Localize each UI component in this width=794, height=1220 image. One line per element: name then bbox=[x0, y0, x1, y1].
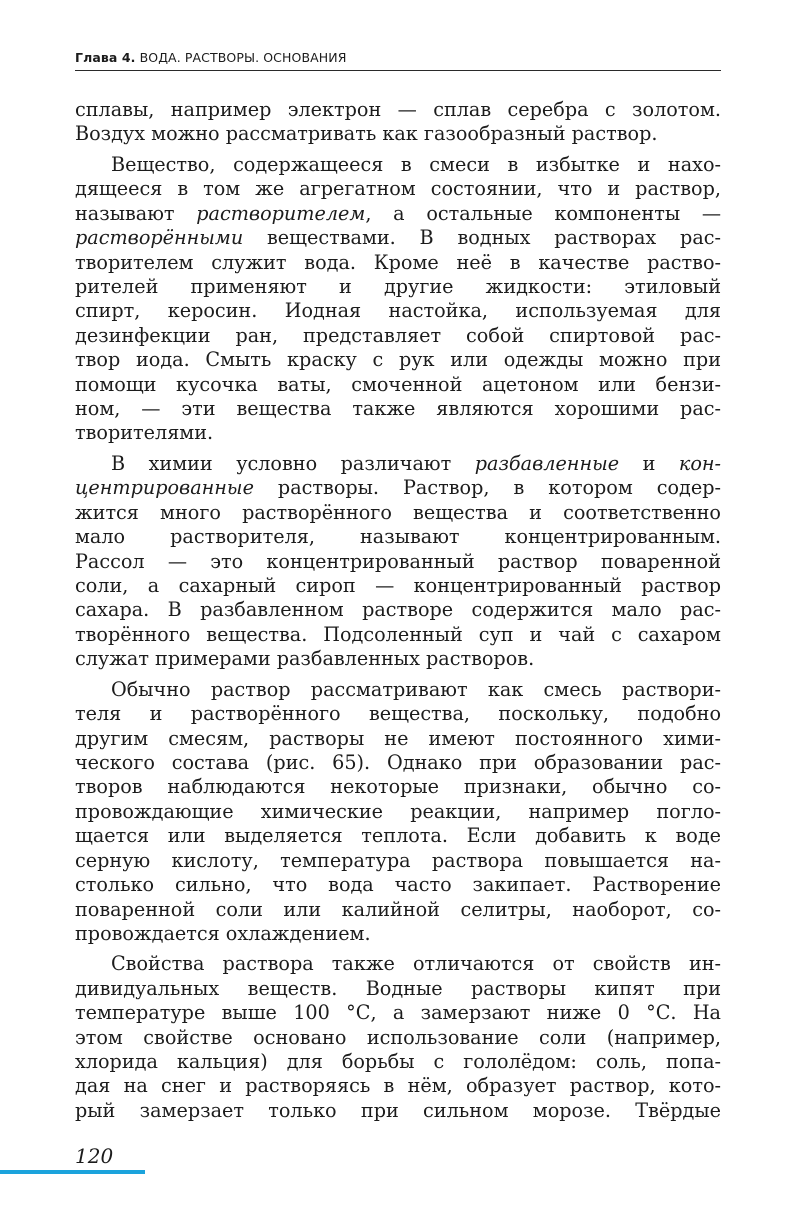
text-run: творов наблюдаются некоторые признаки, обычно со- bbox=[75, 775, 721, 799]
text-line bbox=[75, 525, 721, 549]
text-line bbox=[75, 550, 721, 574]
text-run: дезинфекции ран, представляет собой спиртовой рас- bbox=[75, 323, 721, 347]
text-line bbox=[75, 373, 721, 397]
text-run: растворы. Раствор, в котором содер- bbox=[253, 476, 721, 500]
paragraph bbox=[75, 98, 721, 147]
text-line bbox=[75, 476, 721, 500]
text-line bbox=[75, 849, 721, 873]
text-line bbox=[75, 153, 721, 177]
text-run: рый замерзает только при сильном морозе. Твёрдые bbox=[75, 1098, 721, 1122]
text-line bbox=[75, 251, 721, 275]
text-line bbox=[75, 122, 721, 146]
text-run: мало растворителя, называют концентрированным. bbox=[75, 525, 721, 549]
italic-term: кон- bbox=[678, 451, 721, 475]
chapter-label: Глава 4. bbox=[75, 50, 136, 65]
text-line bbox=[75, 623, 721, 647]
text-line bbox=[75, 226, 721, 250]
italic-term: растворителем bbox=[196, 201, 366, 225]
text-run: помощи кусочка ваты, смоченной ацетоном или бензи- bbox=[75, 372, 721, 396]
text-line bbox=[75, 397, 721, 421]
text-run: ческого состава (рис. 65). Однако при образовании рас- bbox=[75, 750, 721, 774]
body-text bbox=[75, 98, 721, 1123]
text-line bbox=[75, 824, 721, 848]
text-run: сахара. В разбавленном растворе содержится мало рас- bbox=[75, 598, 721, 622]
text-line bbox=[75, 1001, 721, 1025]
text-line bbox=[75, 275, 721, 299]
paragraph bbox=[75, 678, 721, 947]
text-run: сплавы, например электрон — сплав серебра с золотом. bbox=[75, 98, 721, 121]
text-line bbox=[75, 177, 721, 201]
text-run: серную кислоту, температура раствора повышается на- bbox=[75, 848, 721, 872]
text-run: творителями. bbox=[75, 421, 214, 445]
text-run: Свойства раствора также отличаются от свойств ин- bbox=[111, 952, 721, 976]
text-run: хлорида кальция) для борьбы с гололёдом: соль, попа- bbox=[75, 1050, 721, 1074]
text-run: другим смесям, растворы не имеют постоянного хими- bbox=[75, 726, 721, 750]
text-line bbox=[75, 952, 721, 976]
paragraph bbox=[75, 153, 721, 446]
text-line bbox=[75, 751, 721, 775]
text-run: веществами. В водных растворах рас- bbox=[243, 226, 721, 250]
header-rule bbox=[75, 70, 721, 71]
text-line bbox=[75, 977, 721, 1001]
text-run: Воздух можно рассматривать как газообразный раствор. bbox=[75, 122, 658, 146]
text-run: Вещество, содержащееся в смеси в избытке и нахо- bbox=[111, 152, 721, 176]
text-run: этом свойстве основано использование соли (например, bbox=[75, 1025, 721, 1049]
text-line bbox=[75, 1026, 721, 1050]
text-line bbox=[75, 501, 721, 525]
text-line bbox=[75, 1050, 721, 1074]
text-run: Обычно раствор рассматривают как смесь раствори- bbox=[111, 677, 721, 701]
text-line bbox=[75, 775, 721, 799]
text-line bbox=[75, 922, 721, 946]
text-run: Рассол — это концентрированный раствор поваренной bbox=[75, 549, 721, 573]
text-line bbox=[75, 898, 721, 922]
text-run: называют bbox=[75, 201, 197, 225]
text-run: поваренной соли или калийной селитры, наоборот, со- bbox=[75, 897, 721, 921]
page-number-accent-bar bbox=[0, 1170, 145, 1174]
text-line bbox=[75, 800, 721, 824]
text-run: служат примерами разбавленных растворов. bbox=[75, 647, 535, 671]
text-line bbox=[75, 324, 721, 348]
text-run: щается или выделяется теплота. Если добавить к воде bbox=[75, 824, 721, 848]
text-run: ном, — эти вещества также являются хорошими рас- bbox=[75, 397, 721, 421]
text-run: дая на снег и растворяясь в нём, образует раствор, кото- bbox=[75, 1074, 721, 1098]
running-head bbox=[75, 50, 347, 65]
text-run: , а остальные компоненты — bbox=[365, 201, 722, 225]
text-run: и bbox=[619, 451, 679, 475]
text-run: рителей применяют и другие жидкости: этиловый bbox=[75, 274, 721, 298]
italic-term: центрированные bbox=[75, 476, 254, 500]
text-line bbox=[75, 299, 721, 323]
text-run: спирт, керосин. Иодная настойка, используемая для bbox=[75, 299, 721, 323]
text-run: дивидуальных веществ. Водные растворы кипят при bbox=[75, 976, 721, 1000]
italic-term: растворёнными bbox=[75, 226, 244, 250]
text-line bbox=[75, 421, 721, 445]
text-run: твор иода. Смыть краску с рук или одежды можно при bbox=[75, 348, 721, 372]
text-run: соли, а сахарный сироп — концентрированный раствор bbox=[75, 574, 721, 598]
text-run: столько сильно, что вода часто закипает. Растворение bbox=[75, 873, 721, 897]
text-line bbox=[75, 727, 721, 751]
text-line bbox=[75, 702, 721, 726]
text-line bbox=[75, 98, 721, 122]
paragraph bbox=[75, 452, 721, 672]
text-run: теля и растворённого вещества, поскольку, подобно bbox=[75, 702, 721, 726]
text-run: провождается охлаждением. bbox=[75, 921, 371, 945]
text-run: дящееся в том же агрегатном состоянии, что и раствор, bbox=[75, 177, 721, 201]
text-line bbox=[75, 678, 721, 702]
text-line bbox=[75, 598, 721, 622]
text-run: жится много растворённого вещества и соответственно bbox=[75, 500, 721, 524]
text-line bbox=[75, 1099, 721, 1123]
page-number: 120 bbox=[75, 1144, 114, 1168]
text-run: творённого вещества. Подсоленный суп и чай с сахаром bbox=[75, 622, 721, 646]
text-line bbox=[75, 348, 721, 372]
text-line bbox=[75, 1074, 721, 1098]
text-line bbox=[75, 647, 721, 671]
text-run: провождающие химические реакции, например погло- bbox=[75, 799, 721, 823]
paragraph bbox=[75, 952, 721, 1123]
text-line bbox=[75, 873, 721, 897]
text-line bbox=[75, 574, 721, 598]
italic-term: разбавленные bbox=[474, 451, 620, 475]
text-line bbox=[75, 452, 721, 476]
text-run: В химии условно различают bbox=[111, 451, 475, 475]
chapter-title: ВОДА. РАСТВОРЫ. ОСНОВАНИЯ bbox=[139, 50, 347, 65]
text-run: творителем служит вода. Кроме неё в качестве раство- bbox=[75, 250, 721, 274]
text-line bbox=[75, 202, 721, 226]
text-run: температуре выше 100 °С, а замерзают ниже 0 °С. На bbox=[75, 1001, 721, 1025]
